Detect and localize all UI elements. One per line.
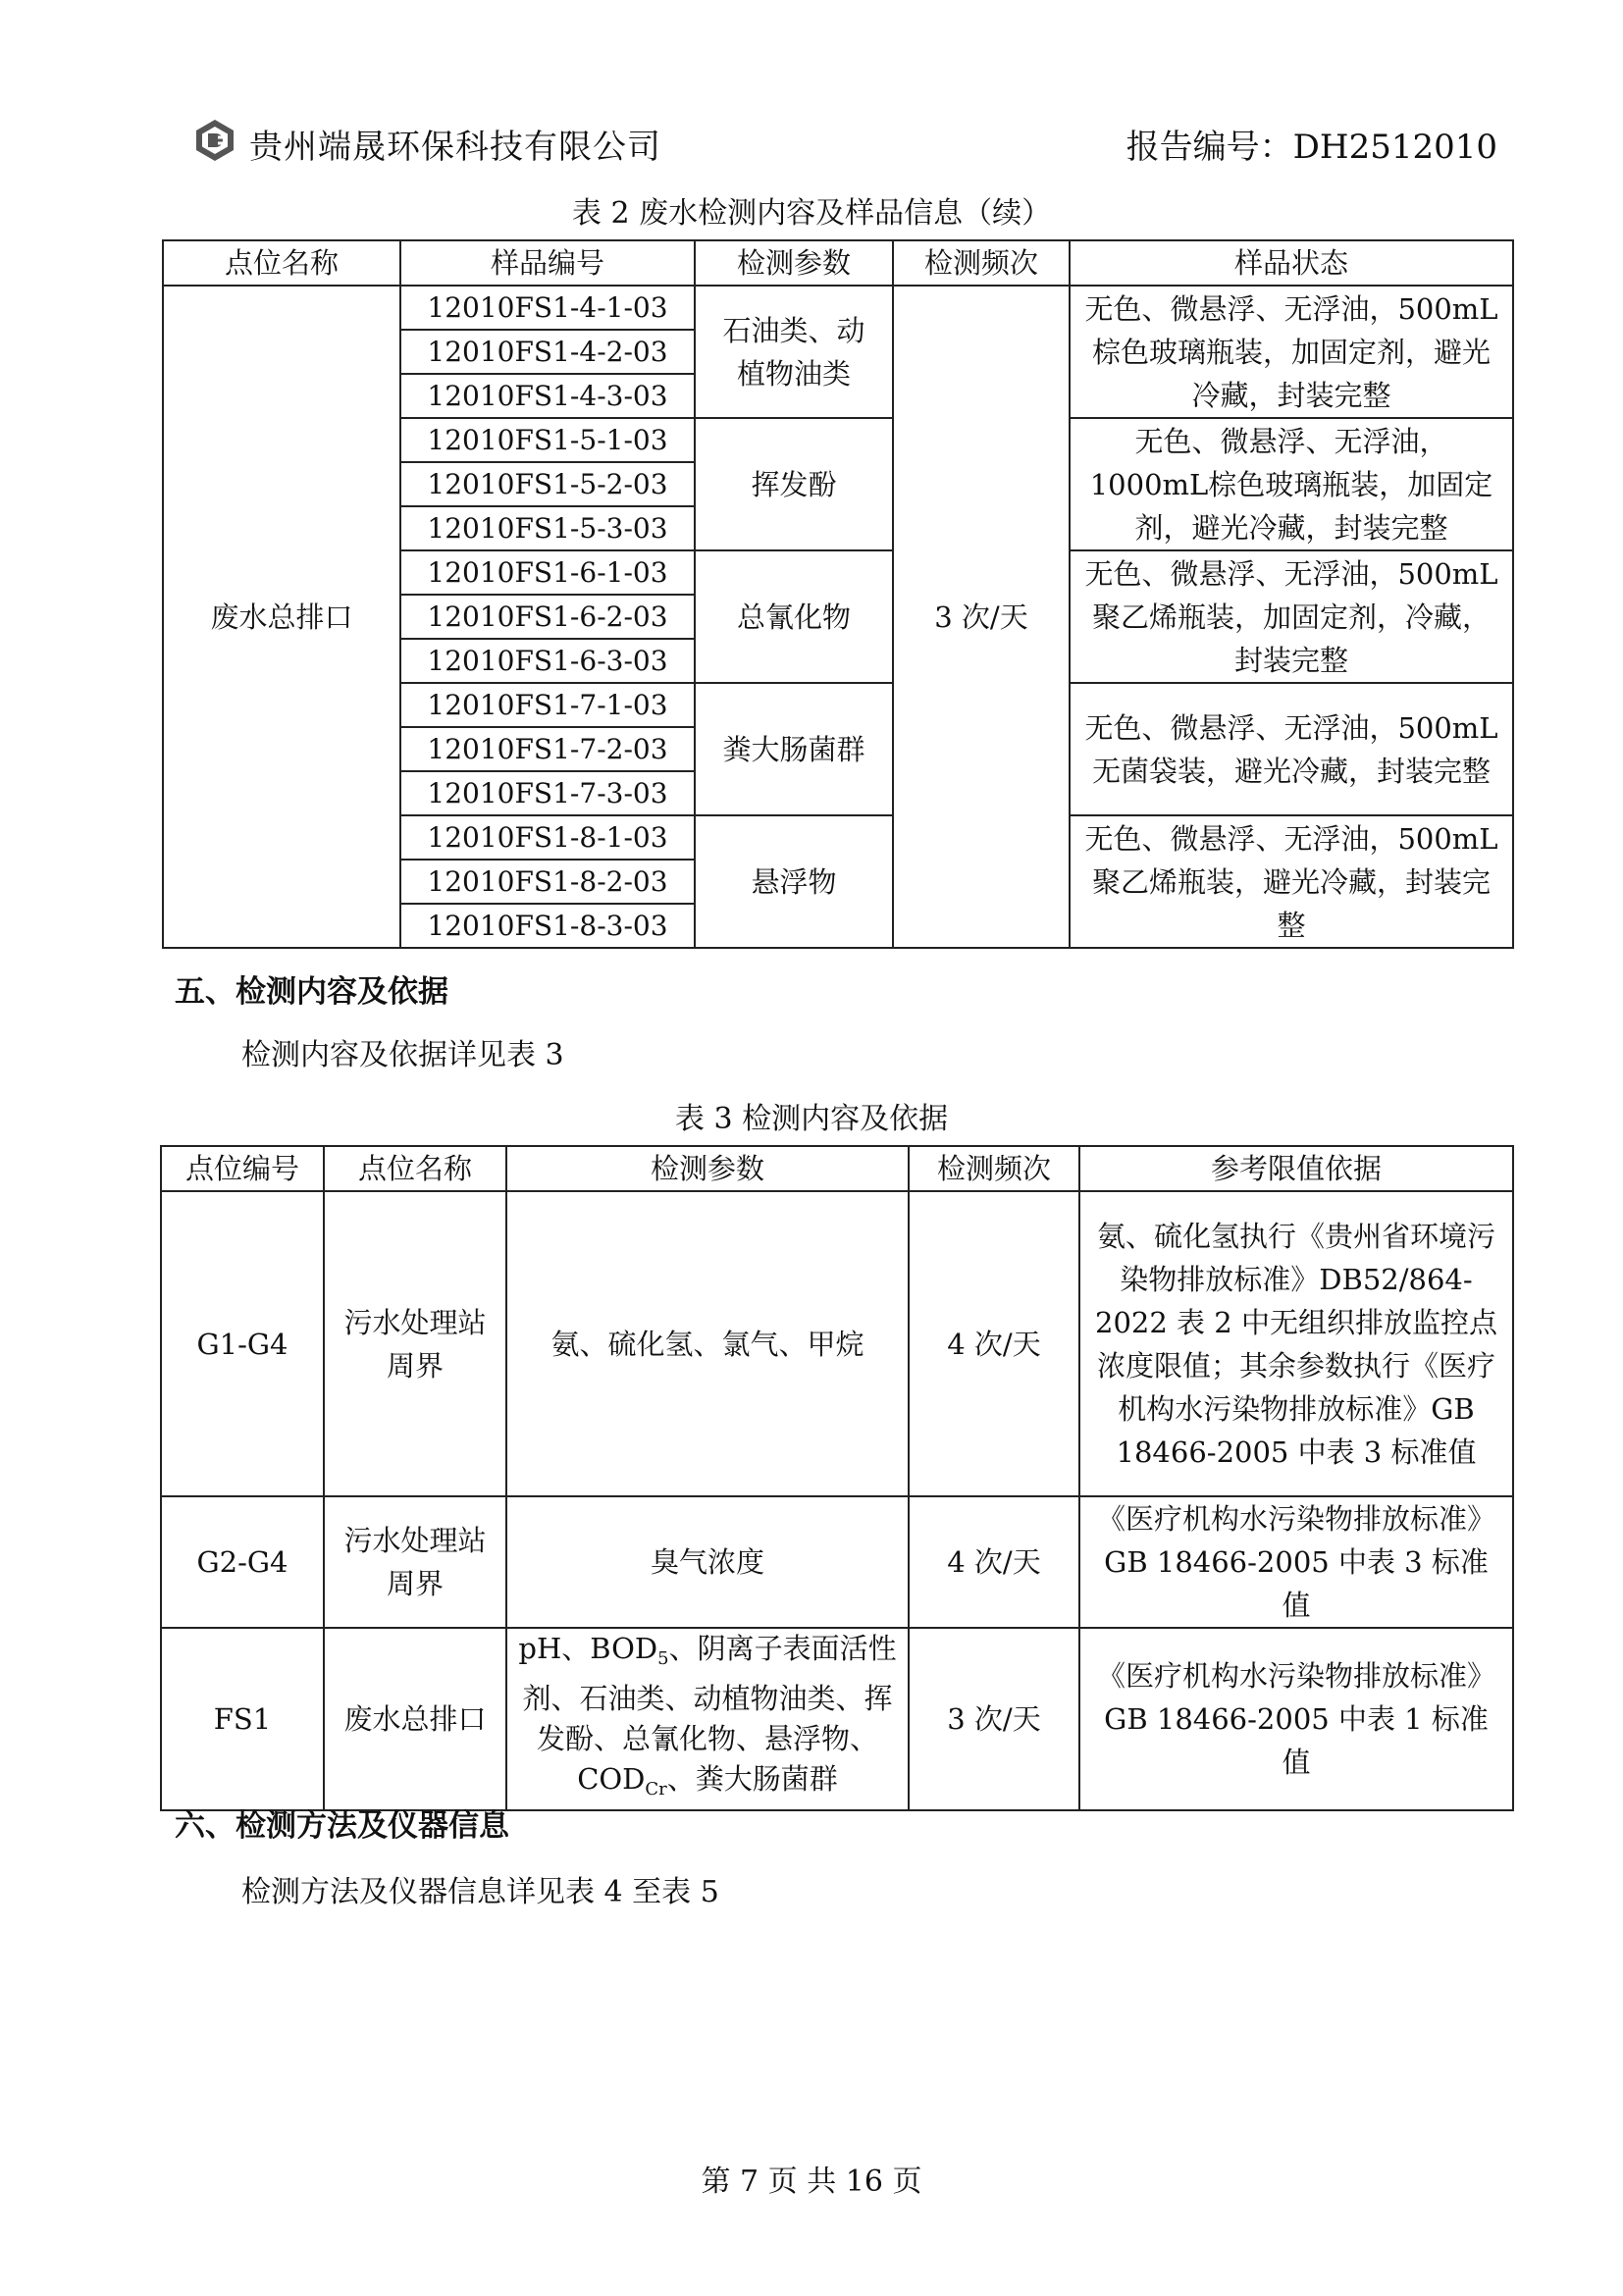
sample-state: 无色、微悬浮、无浮油，500mL无菌袋装，避光冷藏，封装完整 — [1070, 683, 1513, 815]
test-parameter: 悬浮物 — [695, 815, 893, 948]
section6-heading: 六、检测方法及仪器信息 — [175, 1808, 509, 1844]
table-row — [163, 286, 1513, 330]
sample-id: 12010FS1-4-2-03 — [400, 330, 695, 374]
sample-id: 12010FS1-5-2-03 — [400, 462, 695, 506]
company-name: 贵州端晟环保科技有限公司 — [249, 128, 661, 167]
site-name: 废水总排口 — [324, 1628, 506, 1810]
reference-basis: 氨、硫化氢执行《贵州省环境污染物排放标准》DB52/864-2022 表 2 中无组织排放监控点浓度限值；其余参数执行《医疗机构水污染物排放标准》GB 18466-2005 中表 3 标准值 — [1079, 1191, 1513, 1496]
sample-state: 无色、微悬浮、无浮油，500mL聚乙烯瓶装，加固定剂，冷藏，封装完整 — [1070, 550, 1513, 683]
sample-id: 12010FS1-6-2-03 — [400, 595, 695, 639]
header-cell: 点位名称 — [324, 1146, 506, 1191]
table-row — [161, 1628, 1513, 1810]
table3-caption: 表 3 检测内容及依据 — [674, 1102, 949, 1136]
page-number: 第 7 页 共 16 页 — [701, 2165, 922, 2199]
company-logo-icon — [192, 118, 237, 163]
param-text: 、阴离子表面活性剂、石油类、动植物油类、挥发酚、总氰化物、悬浮物、COD — [522, 1632, 897, 1796]
section5-text: 检测内容及依据详见表 3 — [241, 1038, 564, 1072]
site-name: 污水处理站周界 — [324, 1496, 506, 1628]
test-parameter: 氨、硫化氢、氯气、甲烷 — [506, 1191, 909, 1496]
sample-id: 12010FS1-7-3-03 — [400, 771, 695, 815]
sample-state: 无色、微悬浮、无浮油，500mL聚乙烯瓶装，避光冷藏，封装完整 — [1070, 815, 1513, 948]
reference-basis: 《医疗机构水污染物排放标准》GB 18466-2005 中表 1 标准值 — [1079, 1628, 1513, 1810]
page-header — [192, 116, 1497, 175]
sample-state: 无色、微悬浮、无浮油，500mL棕色玻璃瓶装，加固定剂，避光冷藏，封装完整 — [1070, 286, 1513, 418]
sample-id: 12010FS1-7-2-03 — [400, 727, 695, 771]
point-code: G1-G4 — [161, 1191, 324, 1496]
header-cell: 检测参数 — [506, 1146, 909, 1191]
table2-caption: 表 2 废水检测内容及样品信息（续） — [571, 196, 1052, 231]
site-name: 废水总排口 — [163, 286, 400, 948]
test-parameter: 粪大肠菌群 — [695, 683, 893, 815]
table3-header-row — [161, 1146, 1513, 1191]
sample-id: 12010FS1-6-3-03 — [400, 639, 695, 683]
sample-id: 12010FS1-4-1-03 — [400, 286, 695, 330]
table-row — [161, 1496, 1513, 1628]
header-cell: 检测频次 — [909, 1146, 1079, 1191]
header-cell: 点位编号 — [161, 1146, 324, 1191]
sample-id: 12010FS1-6-1-03 — [400, 550, 695, 595]
sample-id: 12010FS1-4-3-03 — [400, 374, 695, 418]
header-cell: 样品状态 — [1070, 240, 1513, 286]
param-text: pH、BOD — [518, 1632, 658, 1665]
header-cell: 样品编号 — [400, 240, 695, 286]
test-parameter: 石油类、动植物油类 — [695, 286, 893, 418]
sample-id: 12010FS1-7-1-03 — [400, 683, 695, 727]
test-parameter: 臭气浓度 — [506, 1496, 909, 1628]
header-cell: 参考限值依据 — [1079, 1146, 1513, 1191]
section5-heading: 五、检测内容及依据 — [175, 974, 448, 1010]
header-cell: 检测频次 — [893, 240, 1070, 286]
sample-id: 12010FS1-8-2-03 — [400, 860, 695, 904]
table2-header-row — [163, 240, 1513, 286]
param-subscript: Cr — [645, 1779, 667, 1800]
point-code: G2-G4 — [161, 1496, 324, 1628]
sample-id: 12010FS1-5-3-03 — [400, 506, 695, 550]
sample-state: 无色、微悬浮、无浮油，1000mL棕色玻璃瓶装，加固定剂，避光冷藏，封装完整 — [1070, 418, 1513, 550]
point-code: FS1 — [161, 1628, 324, 1810]
header-cell: 检测参数 — [695, 240, 893, 286]
test-parameter: 总氰化物 — [695, 550, 893, 683]
header-cell: 点位名称 — [163, 240, 400, 286]
test-frequency: 3 次/天 — [909, 1628, 1079, 1810]
sample-id: 12010FS1-5-1-03 — [400, 418, 695, 462]
param-text: 、粪大肠菌群 — [666, 1762, 838, 1796]
report-number: 报告编号：DH2512010 — [1126, 128, 1497, 167]
test-frequency: 3 次/天 — [893, 286, 1070, 948]
sample-id: 12010FS1-8-3-03 — [400, 904, 695, 948]
section6-text: 检测方法及仪器信息详见表 4 至表 5 — [241, 1875, 719, 1909]
test-parameter: 挥发酚 — [695, 418, 893, 550]
sample-id: 12010FS1-8-1-03 — [400, 815, 695, 860]
test-frequency: 4 次/天 — [909, 1496, 1079, 1628]
table3 — [160, 1145, 1514, 1811]
table-row — [161, 1191, 1513, 1496]
table2 — [162, 239, 1514, 949]
test-frequency: 4 次/天 — [909, 1191, 1079, 1496]
reference-basis: 《医疗机构水污染物排放标准》GB 18466-2005 中表 3 标准值 — [1079, 1496, 1513, 1628]
param-subscript: 5 — [657, 1648, 669, 1669]
test-parameter — [506, 1628, 909, 1810]
site-name: 污水处理站周界 — [324, 1191, 506, 1496]
